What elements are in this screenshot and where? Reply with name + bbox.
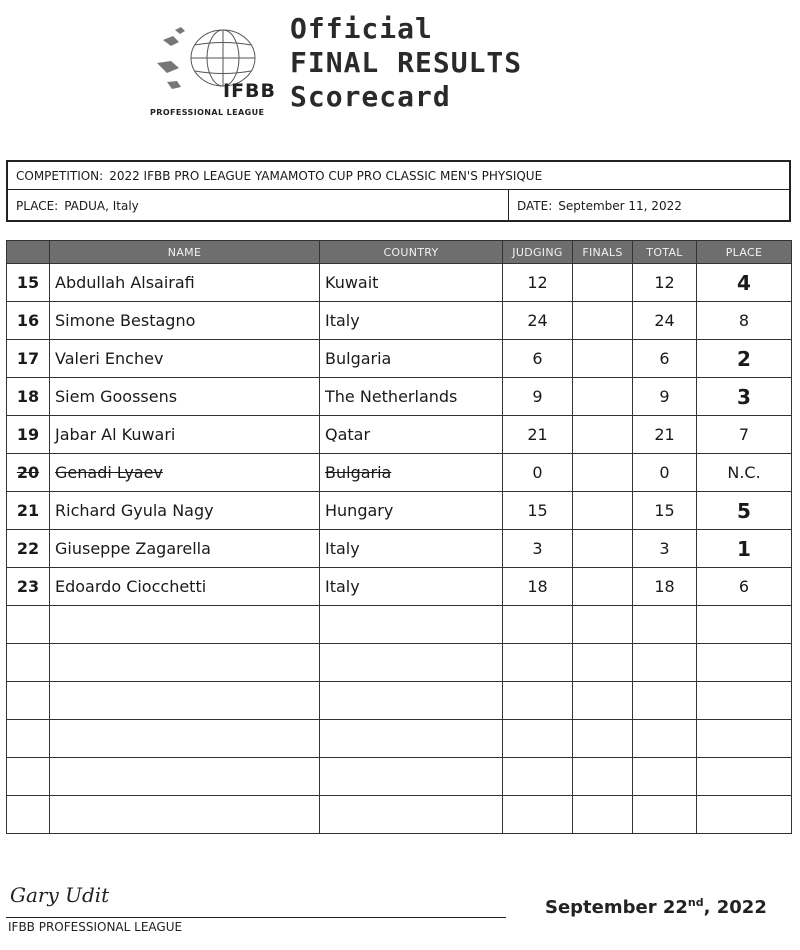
empty-cell: [503, 796, 573, 834]
empty-cell: [503, 682, 573, 720]
competitor-country: [320, 530, 503, 568]
total-score: 9: [633, 378, 697, 416]
competitor-number: [7, 340, 50, 378]
empty-cell: [7, 720, 50, 758]
empty-row: [7, 796, 792, 834]
competitor-country: [320, 264, 503, 302]
page-title: [290, 12, 522, 114]
competitor-name-text: Valeri Enchev: [55, 349, 164, 368]
judging-score: 0: [503, 454, 573, 492]
title-line-3: Scorecard: [290, 80, 451, 113]
competitor-number-text: 20: [16, 463, 40, 482]
total-score: 12: [633, 264, 697, 302]
competitor-number: [7, 302, 50, 340]
finals-score: [573, 416, 633, 454]
total-score: 24: [633, 302, 697, 340]
title-line-1: Official: [290, 12, 433, 45]
col-header-country: COUNTRY: [320, 241, 503, 264]
competition-label: COMPETITION:: [16, 168, 104, 183]
table-row: [7, 416, 792, 454]
empty-cell: [7, 682, 50, 720]
finals-score: [573, 454, 633, 492]
empty-cell: [320, 796, 503, 834]
competitor-country-text: Bulgaria: [325, 349, 392, 368]
empty-cell: [573, 758, 633, 796]
table-row: [7, 568, 792, 606]
judging-score: 9: [503, 378, 573, 416]
col-header-judging: JUDGING: [503, 241, 573, 264]
finals-score: [573, 492, 633, 530]
empty-cell: [633, 682, 697, 720]
empty-cell: [50, 758, 320, 796]
competitor-name: [50, 492, 320, 530]
competitor-name: [50, 530, 320, 568]
col-header-place: PLACE: [697, 241, 792, 264]
competitor-number-text: 15: [16, 273, 40, 292]
results-body: [7, 264, 792, 834]
final-place: N.C.: [697, 454, 792, 492]
competitor-name-text: Edoardo Ciocchetti: [55, 577, 207, 596]
finals-score: [573, 264, 633, 302]
empty-cell: [7, 644, 50, 682]
empty-cell: [697, 720, 792, 758]
issue-date-year: , 2022: [703, 897, 767, 918]
final-place: 8: [697, 302, 792, 340]
finals-score: [573, 568, 633, 606]
total-score: 6: [633, 340, 697, 378]
competitor-country: [320, 378, 503, 416]
competitor-country: [320, 454, 503, 492]
empty-row: [7, 720, 792, 758]
empty-cell: [503, 644, 573, 682]
date-label: DATE:: [517, 199, 553, 213]
empty-row: [7, 682, 792, 720]
issue-date-main: September 22: [545, 897, 688, 918]
competitor-name: [50, 454, 320, 492]
competition-row: [8, 162, 789, 190]
col-header-finals: FINALS: [573, 241, 633, 264]
competitor-country-text: Italy: [325, 311, 360, 330]
empty-cell: [320, 720, 503, 758]
empty-cell: [50, 644, 320, 682]
empty-row: [7, 644, 792, 682]
issue-date-suffix: nd: [687, 896, 704, 909]
signature: Gary Udit: [10, 883, 110, 907]
empty-row: [7, 758, 792, 796]
final-place: 7: [697, 416, 792, 454]
competitor-name-text: Genadi Lyaev: [55, 463, 163, 482]
judging-score: 24: [503, 302, 573, 340]
empty-cell: [633, 758, 697, 796]
competitor-country-text: Italy: [325, 539, 360, 558]
empty-cell: [697, 606, 792, 644]
empty-cell: [573, 682, 633, 720]
judging-score: 6: [503, 340, 573, 378]
empty-cell: [503, 720, 573, 758]
col-header-total: TOTAL: [633, 241, 697, 264]
total-score: 21: [633, 416, 697, 454]
total-score: 18: [633, 568, 697, 606]
empty-cell: [7, 758, 50, 796]
competitor-number-text: 21: [16, 501, 40, 520]
competition-value: 2022 IFBB PRO LEAGUE YAMAMOTO CUP PRO CLASSIC MEN'S PHYSIQUE: [109, 168, 543, 183]
empty-cell: [7, 606, 50, 644]
total-score: 15: [633, 492, 697, 530]
ifbb-logo: [145, 18, 285, 117]
competitor-country-text: Hungary: [325, 501, 394, 520]
competitor-country: [320, 340, 503, 378]
competitor-number: [7, 264, 50, 302]
empty-cell: [697, 682, 792, 720]
competitor-name: [50, 378, 320, 416]
competitor-country: [320, 568, 503, 606]
competitor-country-text: Bulgaria: [325, 463, 392, 482]
competitor-name-text: Jabar Al Kuwari: [55, 425, 176, 444]
total-score: 3: [633, 530, 697, 568]
competitor-number: [7, 378, 50, 416]
competitor-number-text: 23: [16, 577, 40, 596]
empty-cell: [573, 720, 633, 758]
empty-row: [7, 606, 792, 644]
table-row: [7, 340, 792, 378]
final-place: 3: [697, 378, 792, 416]
competitor-number: [7, 530, 50, 568]
empty-cell: [697, 796, 792, 834]
competitor-name-text: Richard Gyula Nagy: [55, 501, 214, 520]
signature-line: [6, 917, 506, 918]
logo-subtitle: PROFESSIONAL LEAGUE: [150, 108, 265, 117]
competitor-country: [320, 416, 503, 454]
empty-cell: [320, 682, 503, 720]
empty-cell: [503, 606, 573, 644]
competitor-country-text: The Netherlands: [325, 387, 458, 406]
competitor-number-text: 18: [16, 387, 40, 406]
finals-score: [573, 530, 633, 568]
judging-score: 12: [503, 264, 573, 302]
table-row: [7, 264, 792, 302]
table-header-row: [7, 241, 792, 264]
issue-date: [545, 896, 767, 918]
empty-cell: [50, 720, 320, 758]
finals-score: [573, 378, 633, 416]
competitor-country-text: Italy: [325, 577, 360, 596]
date-value: September 11, 2022: [558, 199, 682, 213]
competitor-name: [50, 416, 320, 454]
judging-score: 3: [503, 530, 573, 568]
results-table: [6, 240, 792, 834]
empty-cell: [573, 644, 633, 682]
table-row: [7, 492, 792, 530]
competitor-number-text: 22: [16, 539, 40, 558]
empty-cell: [633, 720, 697, 758]
competitor-name: [50, 568, 320, 606]
final-place: 1: [697, 530, 792, 568]
empty-cell: [573, 796, 633, 834]
judging-score: 18: [503, 568, 573, 606]
place-value: PADUA, Italy: [64, 199, 139, 213]
final-place: 4: [697, 264, 792, 302]
empty-cell: [633, 644, 697, 682]
judging-score: 21: [503, 416, 573, 454]
competitor-country-text: Kuwait: [325, 273, 379, 292]
competitor-name: [50, 264, 320, 302]
competitor-name: [50, 340, 320, 378]
competitor-name-text: Siem Goossens: [55, 387, 178, 406]
empty-cell: [633, 606, 697, 644]
finals-score: [573, 302, 633, 340]
col-header-number: [7, 241, 50, 264]
table-row: [7, 530, 792, 568]
competitor-name-text: Abdullah Alsairafi: [55, 273, 195, 292]
title-line-2: FINAL RESULTS: [290, 46, 523, 79]
competitor-number-text: 19: [16, 425, 40, 444]
competitor-number-text: 16: [16, 311, 40, 330]
competitor-number: [7, 568, 50, 606]
empty-cell: [320, 758, 503, 796]
signature-organization: IFBB PROFESSIONAL LEAGUE: [8, 920, 183, 934]
empty-cell: [573, 606, 633, 644]
empty-cell: [320, 644, 503, 682]
competitor-country: [320, 302, 503, 340]
place-date-row: [8, 190, 789, 222]
total-score: 0: [633, 454, 697, 492]
competitor-number: [7, 492, 50, 530]
empty-cell: [50, 682, 320, 720]
competitor-country: [320, 492, 503, 530]
empty-cell: [320, 606, 503, 644]
finals-score: [573, 340, 633, 378]
competitor-number: [7, 416, 50, 454]
final-place: 6: [697, 568, 792, 606]
competitor-number: [7, 454, 50, 492]
competitor-number-text: 17: [16, 349, 40, 368]
logo-wordmark: IFBB: [223, 80, 277, 102]
competitor-country-text: Qatar: [325, 425, 371, 444]
competitor-name-text: Giuseppe Zagarella: [55, 539, 211, 558]
empty-cell: [503, 758, 573, 796]
judging-score: 15: [503, 492, 573, 530]
table-row: [7, 454, 792, 492]
empty-cell: [697, 644, 792, 682]
table-row: [7, 378, 792, 416]
empty-cell: [50, 796, 320, 834]
competitor-name-text: Simone Bestagno: [55, 311, 196, 330]
empty-cell: [50, 606, 320, 644]
col-header-name: NAME: [50, 241, 320, 264]
empty-cell: [697, 758, 792, 796]
final-place: 2: [697, 340, 792, 378]
final-place: 5: [697, 492, 792, 530]
empty-cell: [633, 796, 697, 834]
competitor-name: [50, 302, 320, 340]
place-label: PLACE:: [16, 199, 59, 213]
empty-cell: [7, 796, 50, 834]
competition-info-box: [6, 160, 791, 222]
table-row: [7, 302, 792, 340]
